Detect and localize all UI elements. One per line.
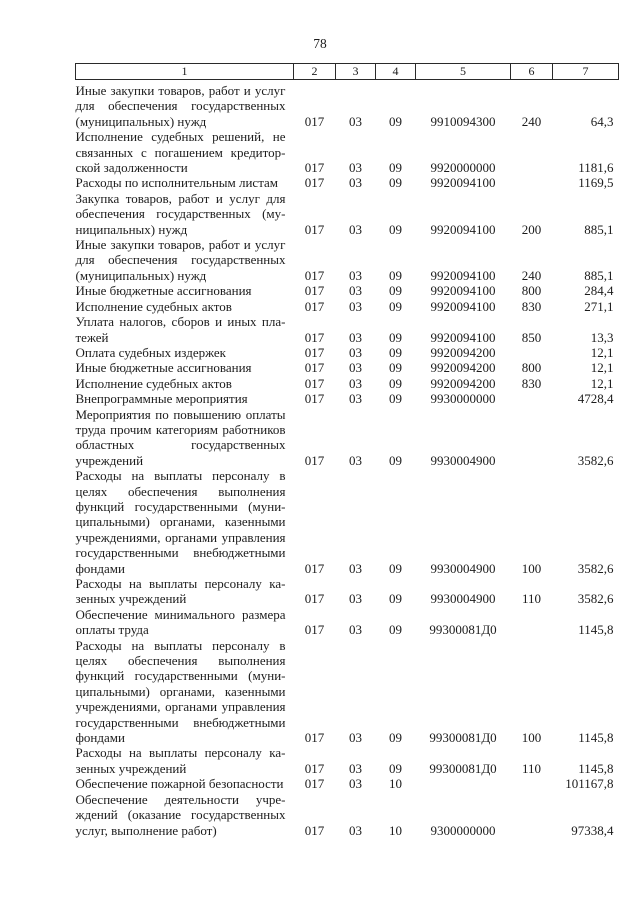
row-code-section: 03 bbox=[349, 113, 362, 129]
table-row bbox=[76, 407, 619, 469]
row-code-target-article: 9920094200 bbox=[430, 360, 496, 376]
row-code-section: 03 bbox=[349, 283, 362, 299]
row-amount: 885,1 bbox=[584, 221, 614, 237]
table-row bbox=[76, 175, 619, 190]
row-code-target-article: 9920094100 bbox=[430, 329, 496, 345]
row-code-expense-type bbox=[511, 607, 553, 638]
row-code-subsection: 09 bbox=[389, 221, 402, 237]
table-row bbox=[76, 607, 619, 638]
row-code-expense-type: 800 bbox=[521, 283, 542, 299]
row-code-expense-type: 100 bbox=[521, 730, 542, 746]
column-header-1: 1 bbox=[76, 64, 294, 80]
row-code-target-article: 99300081Д0 bbox=[429, 622, 497, 638]
row-code-expense-type: 110 bbox=[521, 760, 542, 776]
row-title: Исполнение судебных актов bbox=[75, 375, 232, 391]
row-title: Обеспечение минимального размера оплаты труда bbox=[75, 606, 286, 638]
row-code-grbs: 017 bbox=[304, 175, 325, 191]
row-code-subsection: 09 bbox=[389, 622, 402, 638]
row-amount: 13,3 bbox=[590, 329, 614, 345]
row-code-section: 03 bbox=[349, 298, 362, 314]
row-code-target-article: 9930004900 bbox=[430, 452, 496, 468]
table-row bbox=[76, 80, 619, 130]
row-code-expense-type: 240 bbox=[521, 267, 542, 283]
row-title: Иные закупки товаров, работ и услуг для обеспечения государственных (муниципальных) нужд bbox=[75, 237, 286, 283]
row-code-section: 03 bbox=[349, 160, 362, 176]
table-row bbox=[76, 376, 619, 391]
row-code-grbs: 017 bbox=[304, 560, 325, 576]
table-row bbox=[76, 576, 619, 607]
row-amount: 1145,8 bbox=[578, 760, 614, 776]
column-header-5: 5 bbox=[416, 64, 511, 80]
row-code-grbs: 017 bbox=[304, 329, 325, 345]
row-code-grbs: 017 bbox=[304, 822, 325, 838]
row-amount: 1181,6 bbox=[578, 160, 614, 176]
row-title: Иные бюджетные ассигнования bbox=[75, 283, 252, 299]
row-amount: 284,4 bbox=[584, 283, 614, 299]
row-code-target-article: 9920094100 bbox=[430, 175, 496, 191]
row-title: Внепрограммные мероприятия bbox=[75, 391, 248, 407]
row-code-grbs: 017 bbox=[304, 344, 325, 360]
row-code-expense-type: 850 bbox=[521, 329, 542, 345]
row-code-grbs: 017 bbox=[304, 298, 325, 314]
row-code-subsection: 09 bbox=[389, 760, 402, 776]
row-title: Расходы на выплаты персоналу казенных учреждений bbox=[75, 576, 286, 607]
column-header-6: 6 bbox=[511, 64, 553, 80]
row-code-expense-type: 100 bbox=[521, 560, 542, 576]
row-code-grbs: 017 bbox=[304, 160, 325, 176]
row-code-grbs: 017 bbox=[304, 760, 325, 776]
row-amount: 97338,4 bbox=[571, 822, 614, 838]
row-title: Оплата судебных издержек bbox=[75, 344, 226, 360]
row-code-expense-type: 110 bbox=[521, 591, 542, 607]
row-code-expense-type bbox=[511, 175, 553, 190]
row-code-grbs: 017 bbox=[304, 375, 325, 391]
row-code-subsection: 09 bbox=[389, 730, 402, 746]
table-row bbox=[76, 638, 619, 746]
row-code-expense-type: 800 bbox=[521, 360, 542, 376]
row-code-subsection: 09 bbox=[389, 452, 402, 468]
row-code-section: 03 bbox=[349, 560, 362, 576]
row-amount: 3582,6 bbox=[577, 452, 614, 468]
row-code-expense-type: 830 bbox=[521, 375, 542, 391]
row-code-grbs: 017 bbox=[304, 391, 325, 407]
row-code-section: 03 bbox=[349, 360, 362, 376]
row-title: Исполнение судебных решений, не связанных с погашением кредиторской задолженности bbox=[75, 129, 286, 176]
row-amount: 101167,8 bbox=[565, 776, 614, 792]
row-title: Закупка товаров, работ и услуг для обеспечения государственных (муниципальных) нужд bbox=[75, 190, 286, 237]
row-code-subsection: 09 bbox=[389, 375, 402, 391]
row-code-grbs: 017 bbox=[304, 360, 325, 376]
row-code-subsection: 09 bbox=[389, 160, 402, 176]
row-code-expense-type: 830 bbox=[521, 298, 542, 314]
table-body bbox=[76, 80, 619, 838]
row-code-section: 03 bbox=[349, 391, 362, 407]
row-code-target-article bbox=[416, 776, 511, 791]
budget-table bbox=[75, 63, 619, 838]
row-code-expense-type: 200 bbox=[521, 221, 542, 237]
row-code-grbs: 017 bbox=[304, 113, 325, 129]
row-title: Обеспечение пожарной безопасности bbox=[75, 776, 284, 792]
row-code-subsection: 09 bbox=[389, 175, 402, 191]
row-code-section: 03 bbox=[349, 221, 362, 237]
row-amount: 271,1 bbox=[584, 298, 614, 314]
row-amount: 885,1 bbox=[584, 267, 614, 283]
table-row bbox=[76, 776, 619, 791]
row-code-subsection: 09 bbox=[389, 391, 402, 407]
row-code-expense-type bbox=[511, 792, 553, 838]
row-title: Расходы на выплаты персоналу в целях обеспечения выполнения функций государственными (муниципальными) органами, казенными учреждениями, органами управления государственными внебюджетными фондами bbox=[75, 468, 286, 576]
table-row bbox=[76, 314, 619, 345]
row-code-subsection: 09 bbox=[389, 113, 402, 129]
row-title: Иные закупки товаров, работ и услуг для обеспечения государственных (муниципальных) нужд bbox=[75, 83, 286, 129]
row-code-subsection: 09 bbox=[389, 267, 402, 283]
row-code-section: 03 bbox=[349, 375, 362, 391]
row-code-section: 03 bbox=[349, 267, 362, 283]
row-code-target-article: 9920094200 bbox=[430, 375, 496, 391]
row-code-subsection: 09 bbox=[389, 344, 402, 360]
row-title: Расходы на выплаты персоналу в целях обеспечения выполнения функций государственными (муниципальными) органами, казенными учреждениями, органами управления государственными внебюджетными фондами bbox=[75, 637, 286, 746]
row-code-target-article: 9920094100 bbox=[430, 267, 496, 283]
table-row bbox=[76, 792, 619, 838]
row-title: Иные бюджетные ассигнования bbox=[75, 360, 252, 376]
row-code-expense-type bbox=[511, 391, 553, 406]
row-title: Расходы по исполнительным листам bbox=[75, 175, 279, 191]
header-row bbox=[76, 64, 619, 80]
row-amount: 12,1 bbox=[590, 375, 614, 391]
row-code-target-article: 9300000000 bbox=[430, 822, 496, 838]
column-header-3: 3 bbox=[336, 64, 376, 80]
row-code-subsection: 09 bbox=[389, 283, 402, 299]
row-code-subsection: 09 bbox=[389, 560, 402, 576]
table-row bbox=[76, 468, 619, 576]
table-row bbox=[76, 237, 619, 283]
row-amount: 3582,6 bbox=[577, 560, 614, 576]
row-code-target-article: 99300081Д0 bbox=[429, 760, 497, 776]
row-title: Расходы на выплаты персоналу казенных учреждений bbox=[75, 745, 286, 776]
row-code-grbs: 017 bbox=[304, 452, 325, 468]
column-header-7: 7 bbox=[553, 64, 619, 80]
page-number: 78 bbox=[313, 36, 327, 51]
row-code-section: 03 bbox=[349, 329, 362, 345]
row-code-target-article: 9930000000 bbox=[430, 391, 496, 407]
table-row bbox=[76, 391, 619, 406]
row-amount: 64,3 bbox=[590, 113, 614, 129]
row-code-section: 03 bbox=[349, 622, 362, 638]
row-amount: 4728,4 bbox=[577, 391, 614, 407]
row-code-grbs: 017 bbox=[304, 776, 325, 792]
row-code-target-article: 9930004900 bbox=[430, 560, 496, 576]
row-code-expense-type bbox=[511, 776, 553, 791]
row-code-target-article: 9920094100 bbox=[430, 283, 496, 299]
row-code-section: 03 bbox=[349, 175, 362, 191]
row-title: Обеспечение деятельности учреждений (оказание государственных услуг, выполнение работ) bbox=[75, 791, 286, 838]
column-header-2: 2 bbox=[294, 64, 336, 80]
row-code-target-article: 9930004900 bbox=[430, 591, 496, 607]
row-amount: 12,1 bbox=[590, 344, 614, 360]
row-title: Мероприятия по повышению оплаты труда прочим категориям работников областных государственных учреждений bbox=[75, 406, 286, 468]
table-row bbox=[76, 745, 619, 776]
row-code-grbs: 017 bbox=[304, 730, 325, 746]
row-code-grbs: 017 bbox=[304, 267, 325, 283]
row-code-section: 03 bbox=[349, 760, 362, 776]
row-code-expense-type bbox=[511, 407, 553, 469]
row-code-target-article: 9920094100 bbox=[430, 221, 496, 237]
row-code-subsection: 09 bbox=[389, 298, 402, 314]
row-code-target-article: 99300081Д0 bbox=[429, 730, 497, 746]
row-amount: 12,1 bbox=[590, 360, 614, 376]
row-code-expense-type: 240 bbox=[521, 113, 542, 129]
row-title: Уплата налогов, сборов и иных платежей bbox=[75, 314, 286, 345]
row-code-target-article: 9920094100 bbox=[430, 298, 496, 314]
row-code-target-article: 9920094200 bbox=[430, 344, 496, 360]
row-code-grbs: 017 bbox=[304, 591, 325, 607]
row-title: Исполнение судебных актов bbox=[75, 298, 232, 314]
row-code-subsection: 10 bbox=[389, 822, 402, 838]
row-code-grbs: 017 bbox=[304, 221, 325, 237]
row-code-section: 03 bbox=[349, 730, 362, 746]
column-header-4: 4 bbox=[376, 64, 416, 80]
table-row bbox=[76, 283, 619, 298]
row-code-expense-type bbox=[511, 345, 553, 360]
row-code-grbs: 017 bbox=[304, 622, 325, 638]
row-code-expense-type bbox=[511, 129, 553, 175]
row-code-section: 03 bbox=[349, 776, 362, 792]
row-code-section: 03 bbox=[349, 452, 362, 468]
table-row bbox=[76, 345, 619, 360]
table-row bbox=[76, 360, 619, 375]
row-code-grbs: 017 bbox=[304, 283, 325, 299]
row-code-target-article: 9910094300 bbox=[430, 113, 496, 129]
row-amount: 3582,6 bbox=[577, 591, 614, 607]
row-amount: 1145,8 bbox=[578, 730, 614, 746]
table-row bbox=[76, 299, 619, 314]
row-code-section: 03 bbox=[349, 822, 362, 838]
row-code-section: 03 bbox=[349, 344, 362, 360]
table-header bbox=[76, 64, 619, 80]
row-code-subsection: 09 bbox=[389, 360, 402, 376]
row-code-subsection: 09 bbox=[389, 591, 402, 607]
row-code-section: 03 bbox=[349, 591, 362, 607]
table-row bbox=[76, 191, 619, 237]
row-code-subsection: 09 bbox=[389, 329, 402, 345]
row-code-target-article: 9920000000 bbox=[430, 160, 496, 176]
row-code-subsection: 10 bbox=[389, 776, 402, 792]
table-row bbox=[76, 129, 619, 175]
row-amount: 1145,8 bbox=[578, 622, 614, 638]
row-amount: 1169,5 bbox=[578, 175, 614, 191]
